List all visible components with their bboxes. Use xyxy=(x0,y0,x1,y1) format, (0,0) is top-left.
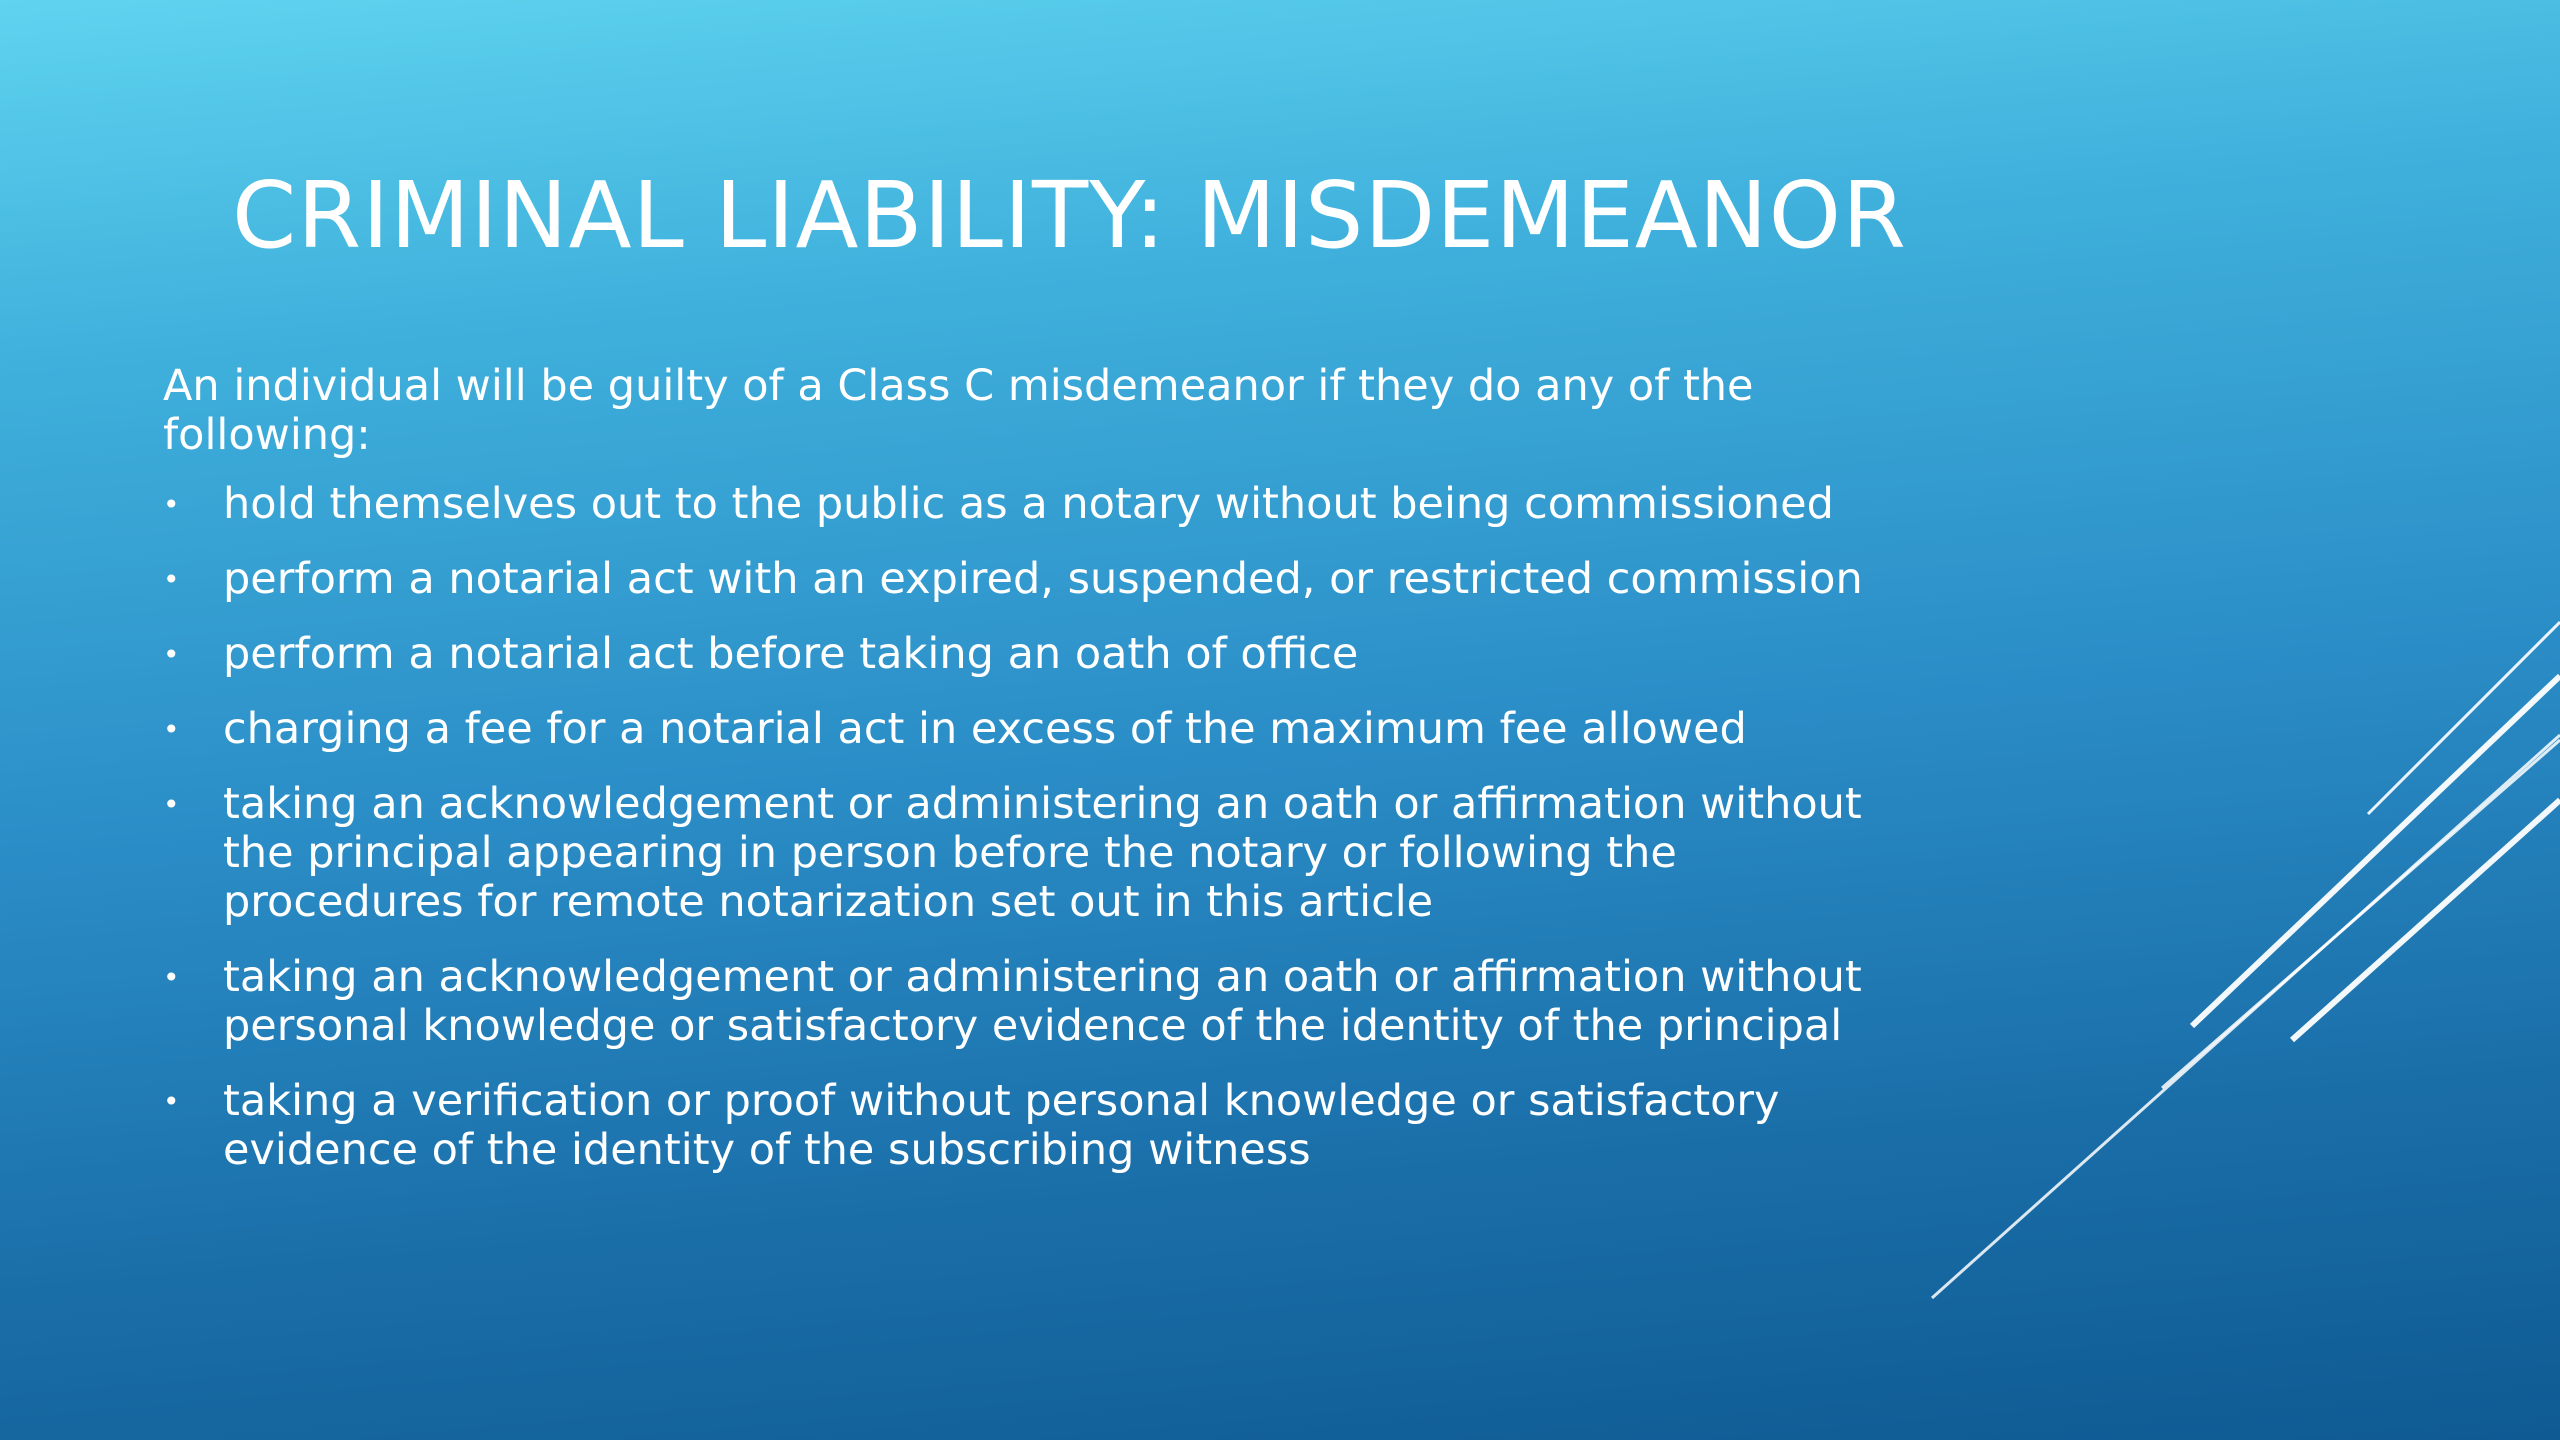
list-item-text: charging a fee for a notarial act in excess of the maximum fee allowed xyxy=(223,704,1747,754)
bullet-icon: • xyxy=(163,563,180,596)
bullet-icon: • xyxy=(163,488,180,521)
bullet-icon: • xyxy=(163,788,180,821)
decor-line-long xyxy=(1932,735,2560,1298)
decor-line-thick xyxy=(2192,676,2560,1026)
decor-line-bottom xyxy=(2292,800,2560,1040)
list-item-text: taking a verification or proof without personal knowledge or satisfactory evidence of the identity of the subscribing witness xyxy=(223,1076,1780,1175)
list-item xyxy=(163,480,1923,529)
slide-body xyxy=(163,362,1923,1201)
list-item xyxy=(163,555,1923,604)
list-item xyxy=(163,630,1923,679)
list-item-text: taking an acknowledgement or administering an oath or affirmation without personal knowledge or satisfactory evidence of the identity of the principal xyxy=(223,952,1862,1051)
intro-text: An individual will be guilty of a Class C misdemeanor if they do any of the following: xyxy=(163,361,1754,460)
bullet-icon: • xyxy=(163,713,180,746)
list-item-text: perform a notarial act before taking an oath of office xyxy=(223,629,1359,679)
list-item xyxy=(163,780,1923,927)
bullet-icon: • xyxy=(163,638,180,671)
bullet-icon: • xyxy=(163,1085,180,1118)
list-item xyxy=(163,1077,1923,1175)
bullet-list xyxy=(163,480,1923,1175)
list-item-text: taking an acknowledgement or administering an oath or affirmation without the principal appearing in person before the notary or following the procedures for remote notarization set out in this article xyxy=(223,779,1862,927)
slide-title: CRIMINAL LIABILITY: MISDEMEANOR xyxy=(232,162,1907,269)
decor-line-mid xyxy=(2162,740,2560,1088)
decor-line-short xyxy=(2368,622,2560,814)
list-item xyxy=(163,705,1923,754)
list-item-text: hold themselves out to the public as a notary without being commissioned xyxy=(223,479,1834,529)
list-item-text: perform a notarial act with an expired, suspended, or restricted commission xyxy=(223,554,1863,604)
list-item xyxy=(163,953,1923,1051)
bullet-icon: • xyxy=(163,961,180,994)
